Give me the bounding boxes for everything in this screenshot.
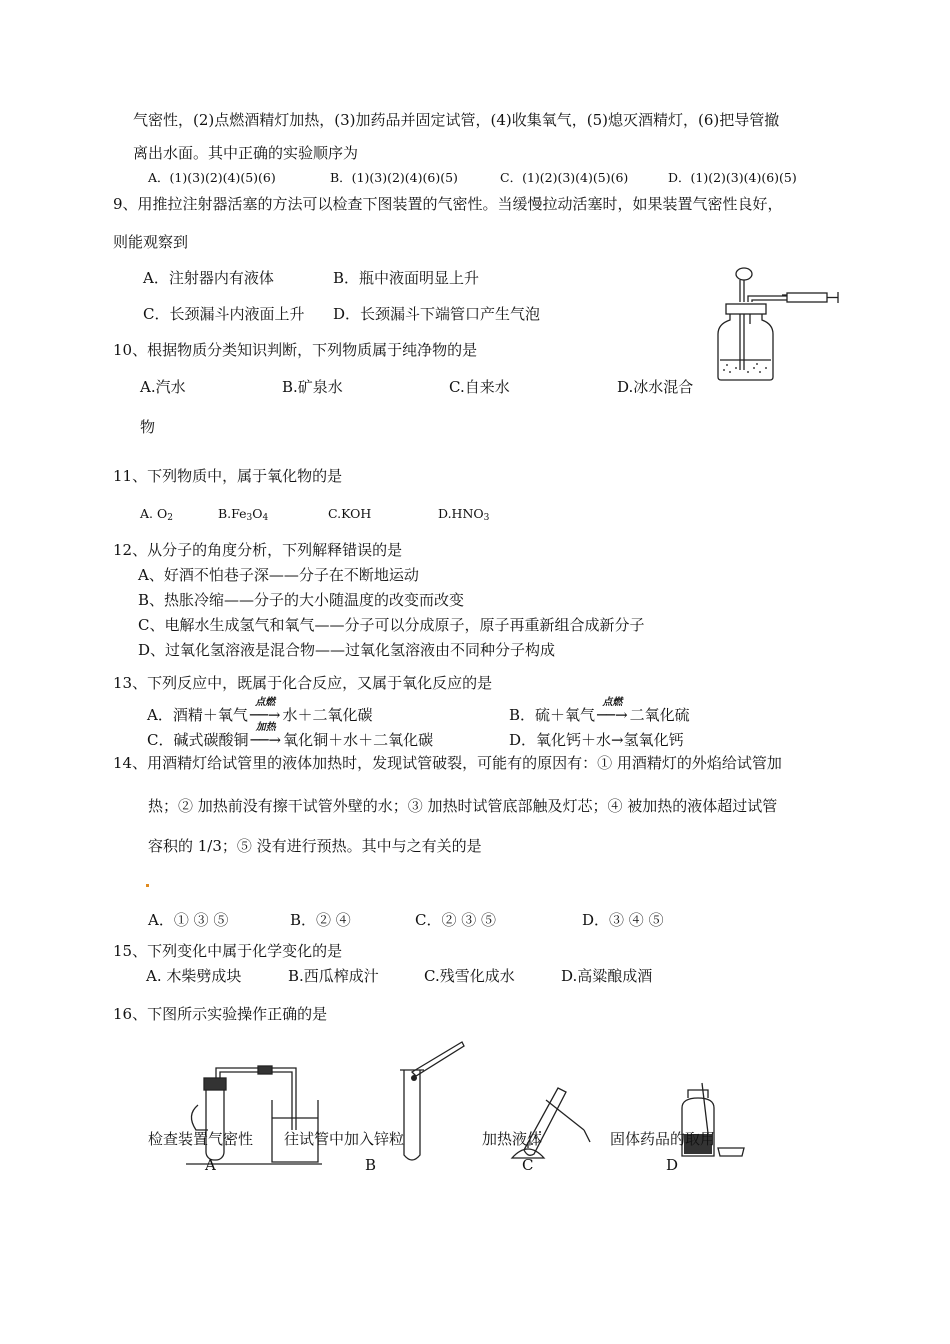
q14-option-d: D．③ ④ ⑤ xyxy=(582,911,664,929)
q15-option-d: D.高粱酿成酒 xyxy=(561,967,653,985)
q15-option-b: B.西瓜榨成汁 xyxy=(288,967,379,985)
condition-label: 加热 xyxy=(255,722,276,733)
q10-stem: 10、根据物质分类知识判断，下列物质属于纯净物的是 xyxy=(113,341,478,359)
q9-option-a: A．注射器内有液体 xyxy=(143,269,274,287)
q14-option-b: B．② ④ xyxy=(290,911,351,929)
q13-option-d: D．氧化钙＋水→氢氧化钙 xyxy=(509,731,684,749)
caption-d: 固体药品的取用 xyxy=(610,1130,716,1148)
figure-d-solid-reagent xyxy=(668,1078,758,1163)
q10-option-d-cont: 物 xyxy=(140,418,156,436)
q12-option-d: D、过氧化氢溶液是混合物——过氧化氢溶液由不同种分子构成 xyxy=(138,641,556,659)
q14-line1: 14、用酒精灯给试管里的液体加热时，发现试管破裂，可能有的原因有：① 用酒精灯的外焰给试管加 xyxy=(113,754,782,772)
q14-option-c: C．② ③ ⑤ xyxy=(415,911,497,929)
q12-option-a: A、好酒不怕巷子深——分子在不断地运动 xyxy=(138,566,419,584)
q11-option-b: $B.Fe_3O_4$ xyxy=(218,506,269,523)
caption-a: 检查装置气密性 xyxy=(148,1130,254,1148)
letter-a: A xyxy=(205,1156,216,1174)
condition-label: 点燃 xyxy=(602,697,623,708)
q9-line2: 则能观察到 xyxy=(113,233,189,251)
q15-option-c: C.残雪化成水 xyxy=(424,967,515,985)
q14-line2: 热；② 加热前没有擦干试管外壁的水；③ 加热时试管底部触及灯芯；④ 被加热的液体超过试管 xyxy=(148,797,778,815)
q16-stem: 16、下图所示实验操作正确的是 xyxy=(113,1005,328,1023)
q8-line2: 离出水面。其中正确的实验顺序为 xyxy=(133,144,359,162)
q13-option-b: B．硫＋氧气 点燃 ──→ 二氧化硫 xyxy=(509,705,690,725)
q13-option-c: C．碱式碳酸铜 加热 ──→ 氧化铜＋水＋二氧化碳 xyxy=(147,730,433,750)
figure-c-heating-liquid xyxy=(506,1070,596,1170)
q10-option-b: B.矿泉水 xyxy=(282,378,343,396)
q8-option-d: D．(1)(2)(3)(4)(6)(5) xyxy=(668,170,797,185)
q14-option-a: A．① ③ ⑤ xyxy=(148,911,229,929)
figure-a-airtightness-check xyxy=(176,1060,326,1170)
q12-stem: 12、从分子的角度分析，下列解释错误的是 xyxy=(113,541,403,559)
q15-stem: 15、下列变化中属于化学变化的是 xyxy=(113,942,343,960)
stray-dot xyxy=(146,884,149,887)
q8-option-b: B．(1)(3)(2)(4)(6)(5) xyxy=(330,170,458,185)
caption-b: 往试管中加入锌粒 xyxy=(284,1130,405,1148)
syringe-bottle-apparatus-figure xyxy=(712,262,852,392)
q9-option-b: B．瓶中液面明显上升 xyxy=(333,269,480,287)
q10-option-d: D.冰水混合 xyxy=(617,378,694,396)
caption-c: 加热液体 xyxy=(482,1130,543,1148)
q8-line1: 气密性，(2)点燃酒精灯加热，(3)加药品并固定试管，(4)收集氧气，(5)熄灭酒精灯，(6)把导管撤 xyxy=(133,111,780,129)
q13-stem: 13、下列反应中，既属于化合反应，又属于氧化反应的是 xyxy=(113,674,493,692)
letter-d: D xyxy=(666,1156,679,1174)
letter-b: B xyxy=(365,1156,377,1174)
q12-option-c: C、电解水生成氢气和氧气——分子可以分成原子，原子再重新组合成新分子 xyxy=(138,616,645,634)
letter-c: C xyxy=(522,1156,534,1174)
q8-option-c: C．(1)(2)(3)(4)(5)(6) xyxy=(500,170,629,185)
q10-option-a: A.汽水 xyxy=(140,378,186,396)
condition-label: 点燃 xyxy=(255,697,276,708)
q11-option-c: C.KOH xyxy=(328,506,372,521)
q10-option-c: C.自来水 xyxy=(449,378,510,396)
q9-option-c: C．长颈漏斗内液面上升 xyxy=(143,305,305,323)
q13-option-a: A．酒精＋氧气 点燃 ──→ 水＋二氧化碳 xyxy=(147,705,373,725)
q9-line1: 9、用推拉注射器活塞的方法可以检查下图装置的气密性。当缓慢拉动活塞时，如果装置气密性良好， xyxy=(113,195,783,213)
q12-option-b: B、热胀冷缩——分子的大小随温度的改变而改变 xyxy=(138,591,465,609)
q9-option-d: D．长颈漏斗下端管口产生气泡 xyxy=(333,305,541,323)
q14-line3: 容积的 1/3；⑤ 没有进行预热。其中与之有关的是 xyxy=(148,837,482,855)
q11-option-d: $D.HNO_3$ xyxy=(438,506,490,523)
q11-option-a: A. $O_2$ xyxy=(140,506,173,523)
q11-stem: 11、下列物质中，属于氧化物的是 xyxy=(113,467,343,485)
q15-option-a: A. 木柴劈成块 xyxy=(146,967,242,985)
q8-option-a: A．(1)(3)(2)(4)(5)(6) xyxy=(148,170,276,185)
